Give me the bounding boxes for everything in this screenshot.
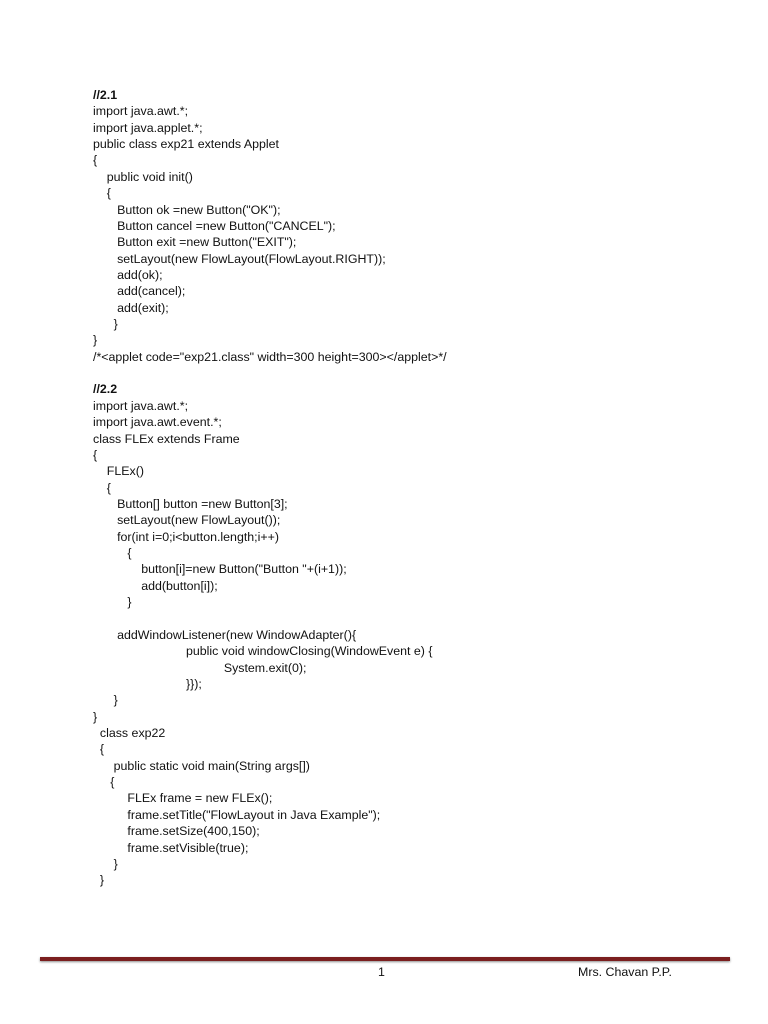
code-line: add(exit);: [93, 300, 169, 315]
section-heading-2-2: //2.2: [93, 382, 118, 397]
code-line: button[i]=new Button("Button "+(i+1));: [93, 562, 347, 577]
code-line: {: [93, 742, 105, 757]
code-line: frame.setVisible(true);: [93, 840, 249, 855]
code-line: public static void main(String args[]): [93, 758, 310, 773]
code-line: }: [93, 873, 105, 888]
footer-author: Mrs. Chavan P.P.: [578, 965, 672, 979]
code-line: addWindowListener(new WindowAdapter(){: [93, 627, 357, 642]
code-line: class exp22: [93, 726, 166, 741]
code-line: }: [93, 317, 118, 332]
code-line: {: [93, 186, 111, 201]
code-line: Button ok =new Button("OK");: [93, 202, 281, 217]
code-line: import java.awt.*;: [93, 398, 189, 413]
code-line: for(int i=0;i<button.length;i++): [93, 529, 279, 544]
code-line: FLEx(): [93, 464, 144, 479]
section-heading-2-1: //2.1: [93, 88, 118, 102]
code-line: import java.applet.*;: [93, 120, 203, 135]
code-listing: [93, 87, 733, 889]
code-line: Button exit =new Button("EXIT");: [93, 235, 297, 250]
page-number: 1: [378, 965, 385, 979]
code-line: }: [93, 693, 118, 708]
blank-line: [93, 365, 733, 381]
code-line: public class exp21 extends Applet: [93, 137, 279, 152]
code-line: Button cancel =new Button("CANCEL");: [93, 218, 336, 233]
blank-line: [93, 611, 733, 627]
code-line: add(ok);: [93, 267, 163, 282]
code-line: FLEx frame = new FLEx();: [93, 791, 273, 806]
code-line: }: [93, 856, 118, 871]
code-line: {: [93, 546, 132, 561]
code-line: Button[] button =new Button[3];: [93, 496, 288, 511]
code-line: {: [93, 775, 115, 790]
code-line: frame.setTitle("FlowLayout in Java Example");: [93, 807, 381, 822]
footer-divider: [40, 957, 730, 961]
code-line: {: [93, 153, 98, 168]
code-line: import java.awt.*;: [93, 104, 189, 119]
code-line: frame.setSize(400,150);: [93, 824, 260, 839]
code-line: {: [93, 447, 98, 462]
code-line: /*<applet code="exp21.class" width=300 height=300></applet>*/: [93, 349, 447, 364]
code-line: {: [93, 480, 111, 495]
code-line: add(button[i]);: [93, 578, 218, 593]
code-line: }: [93, 333, 98, 348]
code-line: }});: [93, 676, 202, 691]
code-line: setLayout(new FlowLayout(FlowLayout.RIGHT));: [93, 251, 386, 266]
code-line: }: [93, 595, 132, 610]
code-line: }: [93, 709, 98, 724]
code-line: import java.awt.event.*;: [93, 415, 222, 430]
code-line: public void windowClosing(WindowEvent e) {: [93, 644, 433, 659]
code-line: setLayout(new FlowLayout());: [93, 513, 281, 528]
code-line: class FLEx extends Frame: [93, 431, 240, 446]
code-line: System.exit(0);: [93, 660, 307, 675]
code-line: public void init(): [93, 169, 193, 184]
code-line: add(cancel);: [93, 284, 186, 299]
